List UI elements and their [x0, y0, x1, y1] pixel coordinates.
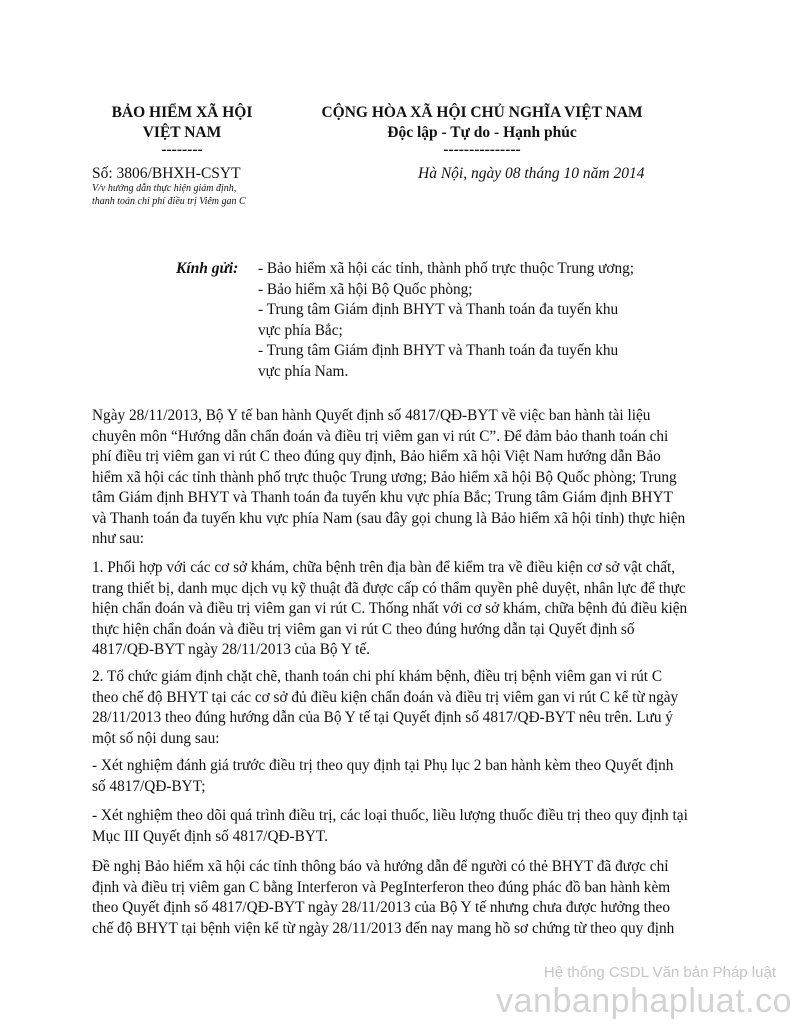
country-name: CỘNG HÒA XÃ HỘI CHỦ NGHĨA VIỆT NAM: [321, 104, 643, 121]
body-paragraph: Đề nghị Bảo hiểm xã hội các tỉnh thông báo và hướng dẫn để người có thẻ BHYT đã được chỉ định và điều trị viêm gan C bằng Interferon và PegInterferon theo đúng phác đồ ban hành kèm theo Quyết định số 4817/QĐ-BYT ngày 28/11/2013 của Bộ Y tế nhưng chưa được hưởng theo chế độ BHYT tại bệnh viện kể từ ngày 28/11/2013 đến nay mang hồ sơ chứng từ theo quy định: [92, 858, 675, 937]
greeting-label: Kính gửi:: [176, 260, 239, 277]
body-paragraph: - Xét nghiệm đánh giá trước điều trị theo quy định tại Phụ lục 2 ban hành kèm theo Quyết định số 4817/QĐ-BYT;: [92, 757, 674, 795]
body-paragraph: Ngày 28/11/2013, Bộ Y tế ban hành Quyết định số 4817/QĐ-BYT về việc ban hành tài liệu chuyên môn “Hướng dẫn chẩn đoán và điều trị viêm gan vi rút C”. Để đảm bảo thanh toán chi phí điều trị viêm gan vi rút C theo đúng quy định, Bảo hiểm xã hội Việt Nam hướng dẫn Bảo hiểm xã hội các tỉnh thành phố trực thuộc Trung ương; Bảo hiểm xã hội Bộ Quốc phòng; Trung tâm Giám định BHYT và Thanh toán đa tuyến khu vực phía Bắc; Trung tâm Giám định BHYT và Thanh toán đa tuyến khu vực phía Nam (sau đây gọi chung là Bảo hiểm xã hội tỉnh) thực hiện như sau:: [92, 407, 686, 547]
recipient-item: - Trung tâm Giám định BHYT và Thanh toán đa tuyến khu vực phía Nam.: [258, 342, 619, 380]
body-paragraph: 2. Tổ chức giám định chặt chẽ, thanh toán chi phí khám bệnh, điều trị bệnh viêm gan vi rút C theo chế độ BHYT tại các cơ sở đủ điều kiện chẩn đoán và điều trị viêm gan vi rút C kể từ ngày 28/11/2013 theo đúng hướng dẫn của Bộ Y tế tại Quyết định số 4817/QĐ-BYT nêu trên. Lưu ý một số nội dung sau:: [92, 668, 679, 747]
recipient-item: - Trung tâm Giám định BHYT và Thanh toán đa tuyến khu vực phía Bắc;: [258, 301, 619, 339]
recipient-item: - Bảo hiểm xã hội Bộ Quốc phòng;: [258, 280, 473, 298]
national-motto: Độc lập - Tự do - Hạnh phúc: [387, 124, 577, 141]
document-subject: V/v hướng dẫn thực hiện giám định, thanh toán chi phí điều trị Viêm gan C: [92, 183, 246, 207]
place-and-date: Hà Nội, ngày 08 tháng 10 năm 2014: [418, 165, 645, 182]
org-name-line2: VIỆT NAM: [142, 124, 222, 141]
recipient-item: - Bảo hiểm xã hội các tỉnh, thành phố trực thuộc Trung ương;: [258, 260, 635, 277]
motto-divider: ---------------: [443, 141, 521, 158]
org-name-line1: BẢO HIỂM XÃ HỘI: [111, 104, 253, 121]
recipient-list: [258, 259, 658, 382]
document-number: Số: 3806/BHXH-CSYT: [92, 165, 241, 182]
body-paragraph: 1. Phối hợp với các cơ sở khám, chữa bệnh trên địa bàn để kiểm tra về điều kiện cơ sở vật chất, trang thiết bị, danh mục dịch vụ kỹ thuật đã được cấp có thẩm quyền phê duyệt, nhân lực để thực hiện chẩn đoán và điều trị viêm gan vi rút C. Thống nhất với cơ sở khám, chữa bệnh đủ điều kiện thực hiện chẩn đoán và điều trị viêm gan vi rút C theo đúng hướng dẫn tại Quyết định số 4817/QĐ-BYT ngày 28/11/2013 của Bộ Y tế.: [92, 559, 688, 658]
issuing-organization: [92, 103, 272, 157]
org-divider: --------: [161, 141, 203, 158]
watermark-site: vanbanphapluat.co: [496, 982, 792, 1020]
national-title: [282, 103, 682, 157]
watermark-caption: Hệ thống CSDL Văn bản Pháp luật: [543, 964, 776, 981]
body-paragraph: - Xét nghiệm theo dõi quá trình điều trị, các loại thuốc, liều lượng thuốc điều trị theo quy định tại Mục III Quyết định số 4817/QĐ-BYT.: [92, 807, 688, 845]
